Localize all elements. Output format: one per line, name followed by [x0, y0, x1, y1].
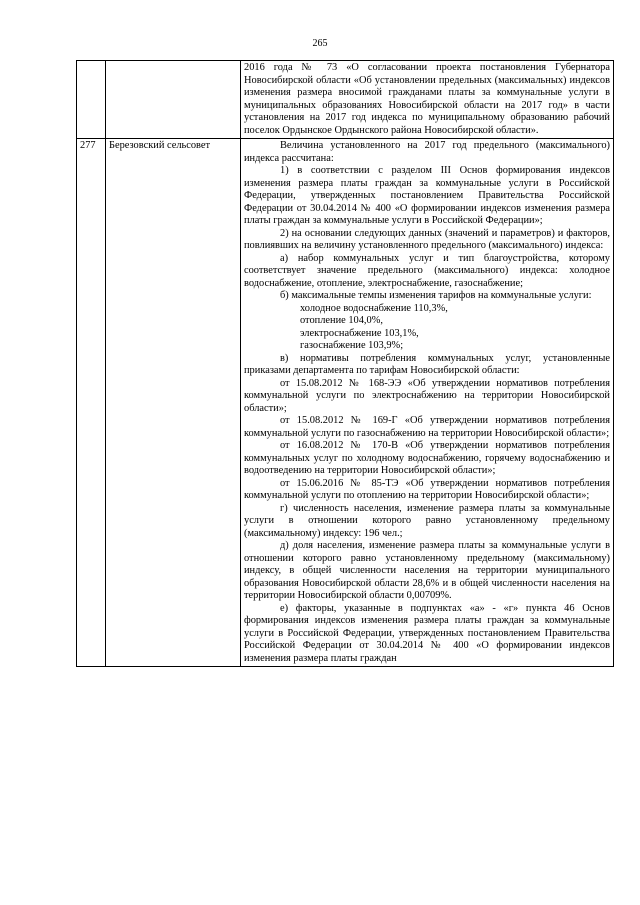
paragraph: Величина установленного на 2017 год предельного (максимального) индекса рассчитана: — [244, 140, 610, 164]
tariff-rates-list — [244, 303, 610, 353]
row-number-cell — [77, 61, 106, 139]
paragraph: г) численность населения, изменение размера платы за коммунальные услуги в отношении которого равно установленному предельному (максимальному) индексу: 196 чел.; — [244, 502, 610, 539]
paragraph: от 16.08.2012 № 170-В «Об утверждении нормативов потребления коммунальных услуг по холодному водоснабжению, горячему водоснабжению и водоотведению на территории Новосибирской области»; — [244, 440, 610, 476]
paragraph: а) набор коммунальных услуг и тип благоустройства, которому соответствует значение предельного (максимального) индекса: холодное водоснабжение, отопление, электроснабжение, газоснабжение; — [244, 252, 610, 289]
paragraph: в) нормативы потребления коммунальных услуг, установленные приказами департамента по тарифам Новосибирской области: — [244, 352, 610, 376]
tariff-rate-item: холодное водоснабжение 110,3%, — [300, 302, 448, 314]
paragraph: е) факторы, указанные в подпунктах «а» - «г» пункта 46 Основ формирования индексов изменения размера платы граждан за коммунальные услуги в Российской Федерации, утвержденных постановлением Правительства Российской Федерации от 30.04.2014 № 400 «О формировании индексов изменения размера платы граждан — [244, 602, 610, 664]
tariff-rate-item: газоснабжение 103,9%; — [300, 340, 404, 351]
row-number-cell: 277 — [77, 139, 106, 667]
paragraph: 2016 года № 73 «О согласовании проекта постановления Губернатора Новосибирской области «Об установлении предельных (максимальных) индексов изменения размера вносимой гражданами платы за коммунальные услуги в муниципальных образованиях Новосибирской области на 2017 год» в части установления на 2017 год индекса по муниципальному образованию рабочий поселок Ордынское Ордынского района Новосибирской области». — [244, 62, 610, 136]
table-row — [77, 61, 614, 139]
document-table — [76, 60, 614, 667]
paragraph: 1) в соответствии с разделом III Основ формирования индексов изменения размера платы граждан за коммунальные услуги в Российской Федерации, утвержденных постановлением Правительства Российской Федерации от 30.04.2014 № 400 «О формировании индексов изменения размера платы граждан за коммунальные услуги в Российской Федерации»; — [244, 165, 610, 226]
paragraph: 2) на основании следующих данных (значений и параметров) и факторов, повлиявших на величину установленного предельного (максимального) индекса: — [244, 227, 610, 251]
paragraph: от 15.08.2012 № 168-ЭЭ «Об утверждении нормативов потребления коммунальной услуги по электроснабжению на территории Новосибирской области»; — [244, 377, 610, 414]
table-row — [77, 139, 614, 667]
paragraph: от 15.06.2016 № 85-ТЭ «Об утверждении нормативов потребления коммунальной услуги по отоплению на территории Новосибирской области»; — [244, 477, 610, 501]
paragraph: от 15.08.2012 № 169-Г «Об утверждении нормативов потребления коммунальной услуги по газоснабжению на территории Новосибирской области»; — [244, 415, 610, 439]
tariff-rate-item: отопление 104,0%, — [300, 315, 383, 326]
municipality-name-cell — [106, 61, 241, 139]
municipality-name-cell: Березовский сельсовет — [106, 139, 241, 667]
description-cell — [241, 139, 614, 667]
tariff-rate-item: электроснабжение 103,1%, — [300, 327, 419, 339]
paragraph: б) максимальные темпы изменения тарифов на коммунальные услуги: — [280, 290, 592, 301]
description-cell — [241, 61, 614, 139]
page-number: 265 — [312, 38, 328, 49]
paragraph: д) доля населения, изменение размера платы за коммунальные услуги в отношении которого равно установленному предельному (максимальному) индексу, в общей численности населения на территории муниципального образования Новосибирской области 28,6% и в общей численности населения на территории Новосибирской области 0,00709%. — [244, 540, 610, 601]
